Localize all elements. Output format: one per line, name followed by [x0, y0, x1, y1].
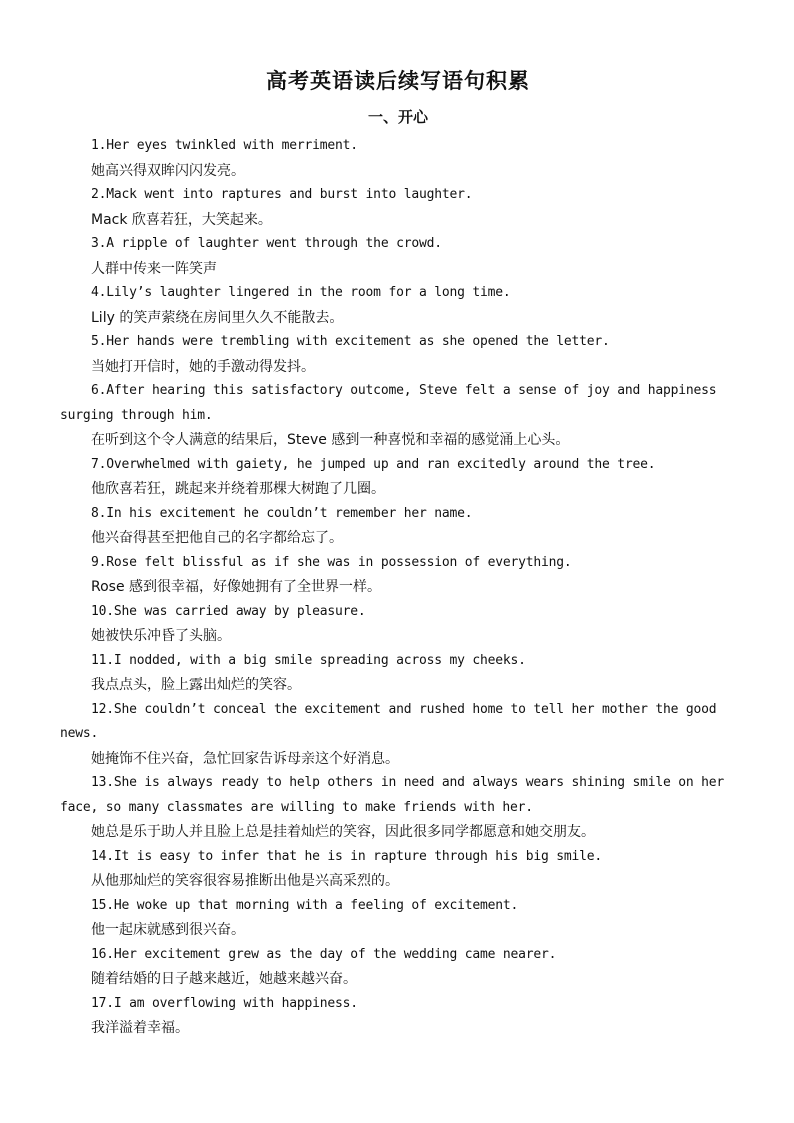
english-sentence: 16.Her excitement grew as the day of the wedding came nearer.	[91, 946, 557, 962]
section-heading: 一、开心	[367, 108, 428, 126]
chinese-translation: 随着结婚的日子越来越近，她越来越兴奋。	[91, 971, 357, 987]
chinese-translation: 她高兴得双眸闪闪发亮。	[91, 162, 245, 179]
sentence-item	[60, 894, 736, 943]
chinese-translation: 我洋溢着幸福。	[91, 1020, 189, 1036]
chinese-translation: 他欣喜若狂，跳起来并绕着那棵大树跑了几圈。	[91, 481, 385, 497]
sentence-item	[60, 502, 736, 551]
sentence-item	[60, 134, 736, 183]
chinese-translation: Lily 的笑声萦绕在房间里久久不能散去。	[91, 309, 344, 326]
chinese-translation: 从他那灿烂的笑容很容易推断出他是兴高采烈的。	[91, 873, 399, 889]
sentence-item	[60, 232, 736, 281]
sentence-list	[60, 134, 736, 1041]
chinese-translation: 人群中传来一阵笑声	[91, 260, 217, 277]
english-sentence: 15.He woke up that morning with a feeling of excitement.	[91, 897, 519, 913]
chinese-translation: 他一起床就感到很兴奋。	[91, 922, 245, 938]
english-sentence: 5.Her hands were trembling with excitement as she opened the letter.	[91, 334, 610, 349]
english-sentence: 13.She is always ready to help others in need and always wears shining smile on her face, so many classmates are willing to make friends with her.	[60, 775, 725, 815]
english-sentence: 14.It is easy to infer that he is in rapture through his big smile.	[91, 848, 602, 864]
chinese-translation: 我点点头，脸上露出灿烂的笑容。	[91, 677, 301, 693]
english-sentence: 10.She was carried away by pleasure.	[91, 603, 366, 619]
english-sentence: 6.After hearing this satisfactory outcome, Steve felt a sense of joy and happiness surging through him.	[60, 383, 717, 423]
page-title: 高考英语读后续写语句积累	[266, 69, 530, 93]
english-sentence: 8.In his excitement he couldn’t remember her name.	[91, 505, 473, 521]
sentence-item	[60, 845, 736, 894]
english-sentence: 9.Rose felt blissful as if she was in possession of everything.	[91, 554, 572, 570]
english-sentence: 1.Her eyes twinkled with merriment.	[91, 138, 358, 153]
chinese-translation: 她被快乐冲昏了头脑。	[91, 628, 231, 644]
chinese-translation: 她总是乐于助人并且脸上总是挂着灿烂的笑容，因此很多同学都愿意和她交朋友。	[91, 824, 595, 840]
english-sentence: 17.I am overflowing with happiness.	[91, 995, 358, 1011]
sentence-item	[60, 379, 736, 453]
sentence-item	[60, 281, 736, 330]
english-sentence: 11.I nodded, with a big smile spreading across my cheeks.	[91, 652, 526, 668]
english-sentence: 4.Lily’s laughter lingered in the room for a long time.	[91, 285, 511, 300]
chinese-translation: 她掩饰不住兴奋，急忙回家告诉母亲这个好消息。	[91, 750, 399, 767]
chinese-translation: Mack 欣喜若狂，大笑起来。	[91, 211, 272, 228]
chinese-translation: 在听到这个令人满意的结果后，Steve 感到一种喜悦和幸福的感觉涌上心头。	[91, 432, 570, 448]
sentence-item	[60, 771, 736, 845]
sentence-item	[60, 943, 736, 992]
english-sentence: 2.Mack went into raptures and burst into laughter.	[91, 187, 473, 202]
sentence-item	[60, 992, 736, 1041]
chinese-translation: 他兴奋得甚至把他自己的名字都给忘了。	[91, 530, 343, 546]
sentence-item	[60, 183, 736, 232]
chinese-translation: Rose 感到很幸福，好像她拥有了全世界一样。	[91, 579, 382, 595]
english-sentence: 7.Overwhelmed with gaiety, he jumped up and ran excitedly around the tree.	[91, 456, 656, 472]
sentence-item	[60, 551, 736, 600]
english-sentence: 12.She couldn’t conceal the excitement and rushed home to tell her mother the good news.	[60, 701, 717, 741]
english-sentence: 3.A ripple of laughter went through the crowd.	[91, 236, 442, 251]
sentence-item	[60, 649, 736, 698]
sentence-item	[60, 453, 736, 502]
chinese-translation: 当她打开信时，她的手激动得发抖。	[91, 358, 315, 375]
sentence-item	[60, 600, 736, 649]
sentence-item	[60, 698, 736, 772]
sentence-item	[60, 330, 736, 379]
